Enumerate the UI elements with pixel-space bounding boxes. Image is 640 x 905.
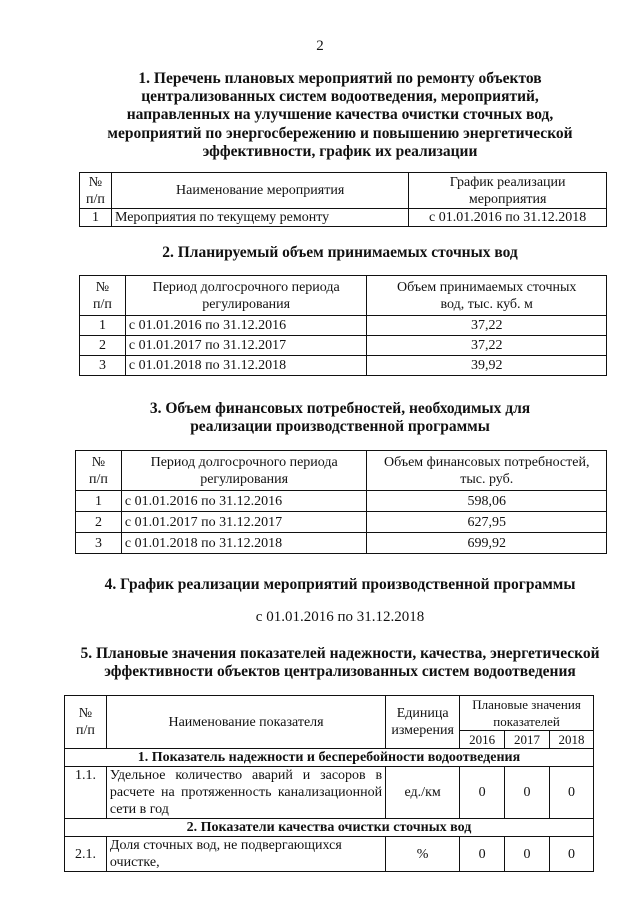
table-row [80, 316, 607, 336]
finance-cell: 699,92 [367, 533, 607, 554]
table-row [76, 533, 607, 554]
row-number: 2.1. [65, 837, 107, 872]
period-header [125, 276, 367, 316]
volume-header-line1: Объем принимаемых сточных [397, 279, 577, 295]
row-number: 1 [80, 209, 112, 227]
section1-title-line: мероприятий по энергосбережению и повышению энергетической [107, 124, 573, 142]
volume-cell: 39,92 [367, 356, 607, 376]
num-header [80, 276, 126, 316]
value-cell: 0 [550, 837, 594, 872]
section1-title-line: направленных на улучшение качества очистки сточных вод, [126, 106, 554, 124]
num-header [80, 173, 112, 209]
finance-header-line1: Объем финансовых потребностей, [383, 454, 590, 470]
section5-table [64, 695, 594, 872]
year-header: 2017 [505, 731, 550, 749]
value-cell: 0 [460, 767, 505, 819]
volume-header-line2: вод, тыс. куб. м [440, 296, 533, 312]
num-header-line2: п/п [89, 471, 108, 487]
section5-title-line: эффективности объектов централизованных систем водоотведения [104, 663, 576, 681]
period-cell: с 01.01.2017 по 31.12.2017 [121, 512, 367, 533]
table-row [65, 837, 594, 872]
row-number: 1.1. [65, 767, 107, 819]
volume-cell: 37,22 [367, 336, 607, 356]
period-cell: с 01.01.2018 по 31.12.2018 [125, 356, 367, 376]
finance-header [367, 451, 607, 491]
finance-cell: 627,95 [367, 512, 607, 533]
indicator-name-header: Наименование показателя [106, 696, 385, 749]
group-row [65, 749, 594, 767]
table-header-row [76, 451, 607, 491]
unit-header-line1: Единица [396, 706, 449, 721]
period-header-line1: Период долгосрочного периода [152, 279, 340, 295]
year-header: 2018 [550, 731, 594, 749]
table-row [80, 356, 607, 376]
period-cell: с 01.01.2016 по 31.12.2016 [121, 491, 367, 512]
section1-title-line: централизованных систем водоотведения, мероприятий, [141, 88, 539, 106]
indicator-name: Доля сточных вод, не подвергающихся очистке, [106, 837, 385, 872]
unit-header-line2: измерения [391, 723, 454, 738]
period-header [121, 451, 367, 491]
unit-cell: % [386, 837, 460, 872]
row-number: 2 [80, 336, 126, 356]
num-header-line1: № [95, 279, 110, 295]
num-header-line1: № [88, 174, 103, 190]
section3-title-line: реализации производственной программы [190, 418, 490, 436]
section4-period: с 01.01.2016 по 31.12.2018 [255, 609, 425, 625]
period-header-line2: регулирования [202, 296, 291, 312]
table-row [80, 209, 607, 227]
page-number: 2 [316, 38, 324, 54]
table-header-row [80, 276, 607, 316]
table-header-row [65, 696, 594, 731]
section4-title: 4. График реализации мероприятий производственной программы [104, 576, 576, 593]
section5-title [60, 645, 620, 681]
finance-cell: 598,06 [367, 491, 607, 512]
section2-title: 2. Планируемый объем принимаемых сточных вод [162, 244, 518, 261]
num-header-line1: № [78, 706, 93, 721]
group-row [65, 819, 594, 837]
volume-cell: 37,22 [367, 316, 607, 336]
section3-title [60, 400, 620, 436]
value-cell: 0 [550, 767, 594, 819]
value-cell: 0 [460, 837, 505, 872]
period-cell: с 01.01.2016 по 31.12.2016 [125, 316, 367, 336]
schedule-period: с 01.01.2016 по 31.12.2018 [409, 209, 607, 227]
schedule-header-line1: График реализации [449, 174, 566, 190]
value-cell: 0 [505, 767, 550, 819]
section3-table [75, 450, 607, 554]
year-header: 2016 [460, 731, 505, 749]
row-number: 1 [80, 316, 126, 336]
row-number: 3 [76, 533, 122, 554]
section5-title-line: 5. Плановые значения показателей надежности, качества, энергетической [80, 645, 600, 662]
num-header [76, 451, 122, 491]
row-number: 3 [80, 356, 126, 376]
table-row [76, 491, 607, 512]
num-header [65, 696, 107, 749]
section3-title-line: 3. Объем финансовых потребностей, необходимых для [149, 400, 531, 417]
period-header-line1: Период долгосрочного периода [150, 454, 338, 470]
group-title: 1. Показатель надежности и бесперебойности водоотведения [65, 749, 594, 767]
indicator-name: Удельное количество аварий и засоров в расчете на протяженность канализационной сети в год [106, 767, 385, 819]
name-header: Наименование мероприятия [111, 173, 408, 209]
plan-values-header [460, 696, 594, 731]
section1-title-line: 1. Перечень плановых мероприятий по ремонту объектов [138, 70, 542, 87]
period-cell: с 01.01.2017 по 31.12.2017 [125, 336, 367, 356]
plan-values-header-line2: показателей [493, 714, 560, 729]
table-row [76, 512, 607, 533]
volume-header [367, 276, 607, 316]
row-number: 1 [76, 491, 122, 512]
schedule-header-line2: мероприятия [468, 191, 547, 207]
finance-header-line2: тыс. руб. [460, 471, 514, 487]
section1-title-line: эффективности, график их реализации [202, 142, 478, 160]
unit-cell: ед./км [386, 767, 460, 819]
activity-name: Мероприятия по текущему ремонту [111, 209, 408, 227]
value-cell: 0 [505, 837, 550, 872]
num-header-line2: п/п [86, 191, 105, 207]
row-number: 2 [76, 512, 122, 533]
section2-table [79, 275, 607, 376]
period-cell: с 01.01.2018 по 31.12.2018 [121, 533, 367, 554]
unit-header [386, 696, 460, 749]
num-header-line2: п/п [76, 723, 95, 738]
period-header-line2: регулирования [200, 471, 289, 487]
plan-values-header-line1: Плановые значения [472, 697, 581, 712]
table-row [80, 336, 607, 356]
table-row [65, 767, 594, 819]
table-header-row [80, 173, 607, 209]
num-header-line1: № [91, 454, 106, 470]
num-header-line2: п/п [93, 296, 112, 312]
schedule-header [409, 173, 607, 209]
group-title: 2. Показатели качества очистки сточных вод [65, 819, 594, 837]
section1-table [79, 172, 607, 227]
section1-title [60, 70, 620, 161]
